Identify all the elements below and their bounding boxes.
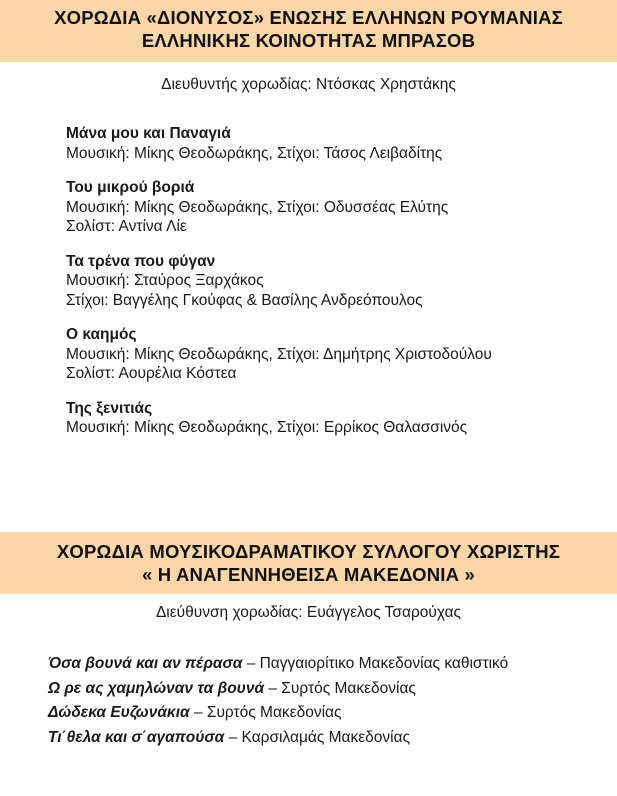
song-item: [66, 325, 606, 384]
song-item: [48, 652, 608, 677]
song-item: [66, 124, 606, 163]
song-credit: Μουσική: Μίκης Θεοδωράκης, Στίχοι: Τάσος Λειβαδίτης: [66, 144, 443, 162]
song-description: – Παγγαιορίτικο Μακεδονίας καθιστικό: [242, 655, 509, 672]
song-title: Όσα βουνά και αν πέρασα: [48, 655, 243, 672]
song-description: – Συρτός Μακεδονίας: [189, 704, 342, 721]
section1-song-list: [66, 124, 606, 453]
song-credit: Μουσική: Μίκης Θεοδωράκης, Στίχοι: Δημήτρης Χριστοδούλου: [66, 345, 492, 363]
section1-title-line1: ΧΟΡΩΔΙΑ «ΔΙΟΝΥΣΟΣ» ΕΝΩΣΗΣ ΕΛΛΗΝΩΝ ΡΟΥΜΑΝΙΑΣ: [54, 7, 563, 28]
song-title: Μάνα μου και Παναγιά: [66, 125, 231, 142]
song-soloist: Σολίστ: Αντίνα Λίε: [66, 218, 187, 235]
song-description: – Συρτός Μακεδονίας: [264, 679, 416, 697]
song-credit: Στίχοι: Βαγγέλης Γκούφας & Βασίλης Ανδρεόπουλος: [66, 291, 423, 309]
song-description: – Καρσιλαμάς Μακεδονίας: [224, 728, 411, 746]
song-item: [48, 701, 608, 726]
section2-title-line1: ΧΟΡΩΔΙΑ ΜΟΥΣΙΚΟΔΡΑΜΑΤΙΚΟΥ ΣΥΛΛΟΓΟΥ ΧΩΡΙΣΤΗΣ: [56, 541, 561, 562]
section2-title-line2: « Η ΑΝΑΓΕΝΝΗΘΕΙΣΑ ΜΑΚΕΔΟΝΙΑ »: [141, 564, 476, 585]
song-title: Τι΄θελα και σ΄αγαπούσα: [48, 728, 225, 746]
song-credit: Μουσική: Μίκης Θεοδωράκης, Στίχοι: Ερρίκος Θαλασσινός: [66, 419, 468, 436]
song-soloist: Σολίστ: Αουρέλια Κόστεα: [66, 365, 237, 382]
song-item: [66, 252, 606, 311]
song-title: Δώδεκα Ευζωνάκια: [48, 704, 190, 721]
section1-director: Διευθυντής χορωδίας: Ντόσκας Χρηστάκης: [161, 76, 456, 93]
section1-title-line2: ΕΛΛΗΝΙΚΗΣ ΚΟΙΝΟΤΗΤΑΣ ΜΠΡΑΣΟΒ: [141, 30, 476, 51]
song-title: Ω ρε ας χαμηλώναν τα βουνά: [48, 679, 265, 697]
song-item: [66, 178, 606, 237]
song-credit: Μουσική: Μίκης Θεοδωράκης, Στίχοι: Οδυσσέας Ελύτης: [66, 198, 449, 216]
song-item: [48, 726, 608, 751]
section1-title-banner: [0, 0, 617, 62]
song-credit: Μουσική: Σταύρος Ξαρχάκος: [66, 272, 264, 289]
song-item: [48, 677, 608, 702]
song-title: Της ξενιτιάς: [66, 399, 153, 417]
section2-song-list: [48, 652, 608, 750]
section2-director: Διεύθυνση χορωδίας: Ευάγγελος Τσαρούχας: [155, 604, 462, 621]
section2-title-banner: [0, 532, 617, 594]
song-title: Ο καημός: [66, 326, 137, 343]
song-title: Τα τρένα που φύγαν: [66, 252, 216, 270]
song-title: Του μικρού βοριά: [66, 179, 195, 196]
song-item: [66, 399, 606, 438]
